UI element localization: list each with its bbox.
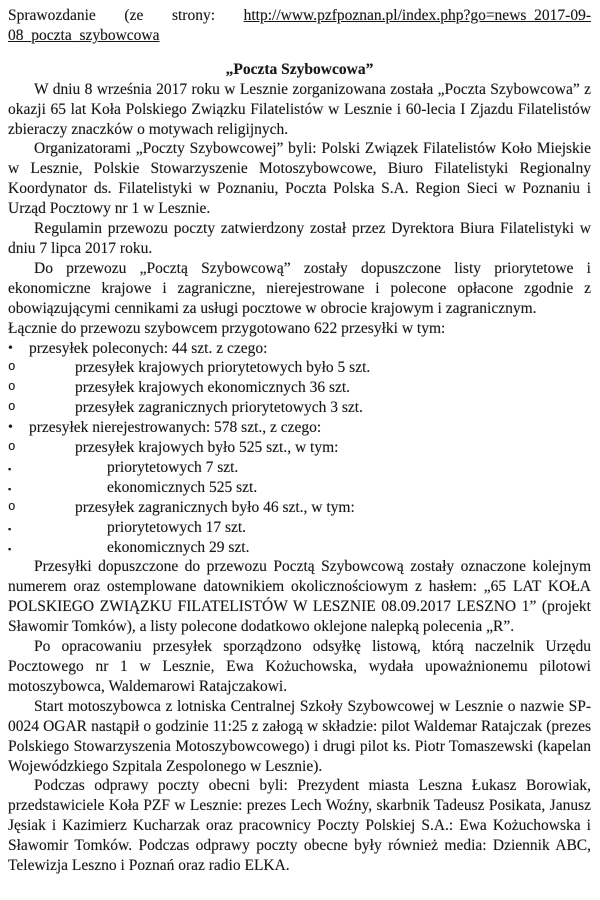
para-takeoff: Start motoszybowca z lotniska Centralnej Szkoły Szybowcowej w Lesznie o nazwie SP-0024 OGAR nastąpił o godzinie 11:25 z załogą w składzie: pilot Waldemar Ratajczak (prezes Polskiego Stowarzyszenia Motoszybowcowego) i drugi pilot ks. Piotr Tomaszewski (kapelan Wojewódzkiego Szpitala Zespolonego w Lesznie). — [8, 697, 591, 775]
list-item-text: przesyłek zagranicznych było 46 szt., w tym: — [75, 498, 355, 516]
square-bullet-icon: ▪ — [8, 463, 12, 474]
list-item-registered — [8, 339, 591, 359]
list-item-text: ekonomicznych 29 szt. — [107, 538, 250, 556]
list-item-text: priorytetowych 7 szt. — [107, 458, 239, 476]
list-item-registered-foreign-priority — [8, 398, 591, 418]
list-item-unregistered-foreign — [8, 498, 591, 518]
circle-bullet-icon: o — [8, 380, 16, 395]
list-item-registered-domestic-priority — [8, 358, 591, 378]
square-bullet-icon: ▪ — [8, 483, 12, 494]
list-item-unregistered-domestic — [8, 438, 591, 458]
list-item-text: priorytetowych 17 szt. — [107, 518, 247, 536]
list-item-text: przesyłek poleconych: 44 szt. z czego: — [29, 339, 268, 357]
list-item-unregistered-domestic-economy — [8, 478, 591, 498]
para-regulations: Regulamin przewozu poczty zatwierdzony został przez Dyrektora Biura Filatelistyki w dniu 7 lipca 2017 roku. — [8, 220, 591, 257]
list-item-unregistered — [8, 418, 591, 438]
circle-bullet-icon: o — [8, 499, 16, 514]
para-organizers: Organizatorami „Poczty Szybowcowej” byli: Polski Związek Filatelistów Koło Miejskie w Lesznie, Polskie Stowarzyszenie Motoszybowcowe, Biuro Filatelistyki Regionalny Koordynator ds. Filatelistyki w Poznaniu, Poczta Polska S.A. Region Sieci w Poznaniu i Urząd Pocztowy nr 1 w Lesznie. — [8, 140, 591, 218]
para-event-intro: W dniu 8 września 2017 roku w Lesznie zorganizowana została „Poczta Szybowcowa” z okazji 65 lat Koła Polskiego Związku Filatelistów w Lesznie i 60-lecia I Zjazdu Filatelistów zbieraczy znaczków o motywach religijnych. — [8, 80, 591, 138]
document-title: „Poczta Szybowcowa” — [225, 60, 374, 78]
list-item-unregistered-foreign-priority — [8, 518, 591, 538]
source-link[interactable]: http://www.pzfpoznan.pl/index.php?go=news_2017-09-08_poczta_szybowcowa — [8, 7, 591, 44]
para-dispatch: Po opracowaniu przesyłek sporządzono odsyłkę listową, którą naczelnik Urzędu Pocztowego nr 1 w Lesznie, Ewa Kożuchowska, wydała upoważnionemu pilotowi motoszybowca, Waldemarowi Ratajczakowi. — [8, 638, 591, 695]
list-item-text: przesyłek nierejestrowanych: 578 szt., z czego: — [29, 419, 322, 437]
list-item-text: przesyłek krajowych ekonomicznych 36 szt. — [75, 379, 351, 397]
list-item-unregistered-foreign-economy — [8, 538, 591, 558]
list-item-text: przesyłek krajowych priorytetowych było 5 szt. — [75, 359, 371, 377]
circle-bullet-icon: o — [8, 400, 16, 415]
list-item-unregistered-domestic-priority — [8, 458, 591, 478]
shipment-breakdown-list — [8, 339, 591, 558]
para-admitted-mail: Do przewozu „Pocztą Szybowcową” zostały dopuszczone listy priorytetowe i ekonomiczne krajowe i zagraniczne, nierejestrowane i polecone opłacone zgodnie z obowiązującymi cennikami za usługi pocztowe w obrocie krajowym i zagranicznym. — [8, 259, 591, 317]
list-item-text: przesyłek krajowych było 525 szt., w tym: — [75, 439, 339, 457]
source-prefix: Sprawozdanie (ze strony: — [8, 7, 244, 24]
list-item-registered-domestic-economy — [8, 378, 591, 398]
bullet-icon: • — [8, 340, 13, 356]
list-item-text: ekonomicznych 525 szt. — [107, 478, 258, 496]
circle-bullet-icon: o — [8, 440, 16, 455]
list-item-text: przesyłek zagranicznych priorytetowych 3 szt. — [75, 399, 363, 417]
square-bullet-icon: ▪ — [8, 523, 12, 534]
circle-bullet-icon: o — [8, 360, 16, 375]
para-stamping: Przesyłki dopuszczone do przewozu Pocztą Szybowcową zostały oznaczone kolejnym numerem oraz ostemplowane datownikiem okolicznościowym z hasłem: „65 LAT KOŁA POLSKIEGO ZWIĄZKU FILATELISTÓW W LESZNIE 08.09.2017 LESZNO 1” (projekt Sławomir Tomków), a listy polecone dodatkowo oklejone nalepką polecenia „R”. — [8, 558, 591, 636]
para-attendees: Podczas odprawy poczty obecni byli: Prezydent miasta Leszna Łukasz Borowiak, przedstawiciele Koła PZF w Lesznie: prezes Lech Woźny, skarbnik Tadeusz Posikata, Janusz Jęsiak i Kazimierz Kucharzak oraz pracownicy Poczty Polskiej S.A.: Ewa Kożuchowska i Sławomir Tomków. Podczas odprawy poczty obecne były również media: Dziennik ABC, Telewizja Leszno i Poznań oraz radio ELKA. — [8, 777, 591, 875]
bullet-icon: • — [8, 420, 13, 436]
line-total-shipments: Łącznie do przewozu szybowcem przygotowano 622 przesyłki w tym: — [8, 319, 446, 337]
square-bullet-icon: ▪ — [8, 543, 12, 554]
source-line — [8, 6, 591, 46]
